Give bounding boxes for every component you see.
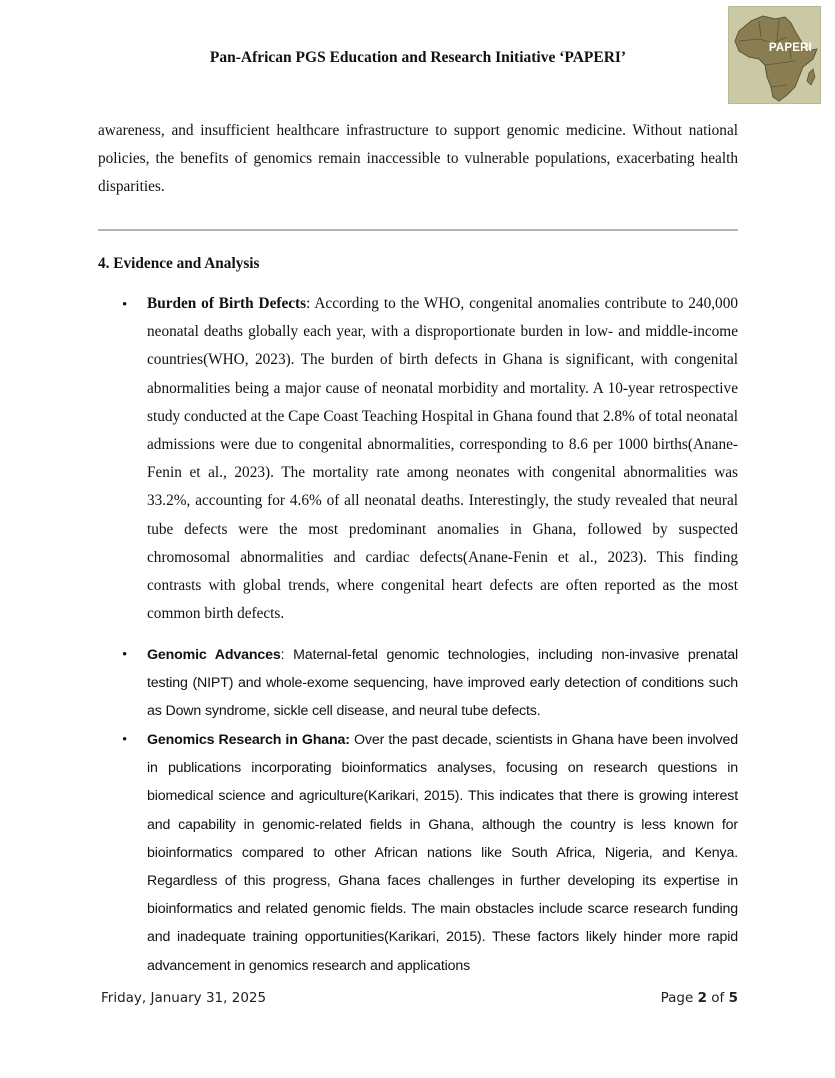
bullet-lead: Genomics Research in Ghana: (147, 732, 350, 748)
bullet-text (147, 290, 738, 628)
footer-date: Friday, January 31, 2025 (101, 990, 267, 1006)
africa-map-icon (729, 7, 821, 104)
bullet-text (147, 726, 738, 980)
header-title: Pan-African PGS Education and Research Initiative ‘PAPERI’ (209, 49, 627, 66)
logo-text: PAPERI (768, 42, 812, 54)
bullet-body: Over the past decade, scientists in Ghana have been involved in publications incorporating bioinformatics analyses, focusing on research questions in biomedical science and agriculture(Karikari, 2015). This indicates that there is growing interest and capability in genomic-related fields in Ghana, although the country is less known for bioinformatics compared to other African nations like South Africa, Nigeria, and Kenya. Regardless of this progress, Ghana faces challenges in further developing its expertise in bioinformatics and related genomic fields. The main obstacles include scarce research funding and inadequate training opportunities(Karikari, 2015). These factors likely hinder more rapid advancement in genomics research and applications (147, 732, 738, 974)
section-divider (98, 229, 738, 231)
page-prefix: Page (660, 990, 698, 1006)
bullet-marker: • (122, 297, 128, 313)
bullet-item-genomics-research-ghana (98, 726, 738, 980)
bullet-body: : Maternal-fetal genomic technologies, including non-invasive prenatal testing (NIPT) and whole-exome sequencing, have improved early detection of conditions such as Down syndrome, sickle cell disease, and neural tube defects. (147, 647, 738, 720)
section-heading: 4. Evidence and Analysis (98, 255, 260, 272)
bullet-marker: • (122, 647, 128, 663)
page-number (661, 990, 738, 1006)
page-total: 5 (728, 990, 738, 1006)
bullet-lead: Genomic Advances (147, 647, 281, 663)
page-of: of (706, 990, 729, 1006)
bullet-marker: • (122, 732, 128, 748)
bullet-text (147, 641, 738, 726)
bullet-lead: Burden of Birth Defects (147, 295, 307, 312)
bullet-body: : According to the WHO, congenital anomalies contribute to 240,000 neonatal deaths globally each year, with a disproportionate burden in low- and middle-income countries(WHO, 2023). The burden of birth defects in Ghana is significant, with congenital abnormalities being a major cause of neonatal morbidity and mortality. A 10-year retrospective study conducted at the Cape Coast Teaching Hospital in Ghana found that 2.8% of total neonatal admissions were due to congenital abnormalities, corresponding to 8.6 per 1000 births(Anane-Fenin et al., 2023). The mortality rate among neonates with congenital abnormalities was 33.2%, accounting for 4.6% of all neonatal deaths. Interestingly, the study revealed that neural tube defects were the most predominant anomalies in Ghana, followed by suspected chromosomal abnormalities and cardiac defects(Anane-Fenin et al., 2023). This finding contrasts with global trends, where congenital heart defects are often reported as the most common birth defects. (147, 295, 738, 623)
paperi-logo (728, 6, 821, 104)
bullet-item-genomic-advances (98, 641, 738, 726)
page-current: 2 (697, 990, 707, 1006)
bullet-item-birth-defects (98, 290, 738, 628)
intro-paragraph: awareness, and insufficient healthcare infrastructure to support genomic medicine. Without national policies, the benefits of genomics remain inaccessible to vulnerable populations, exacerbating health disparities. (98, 122, 738, 196)
